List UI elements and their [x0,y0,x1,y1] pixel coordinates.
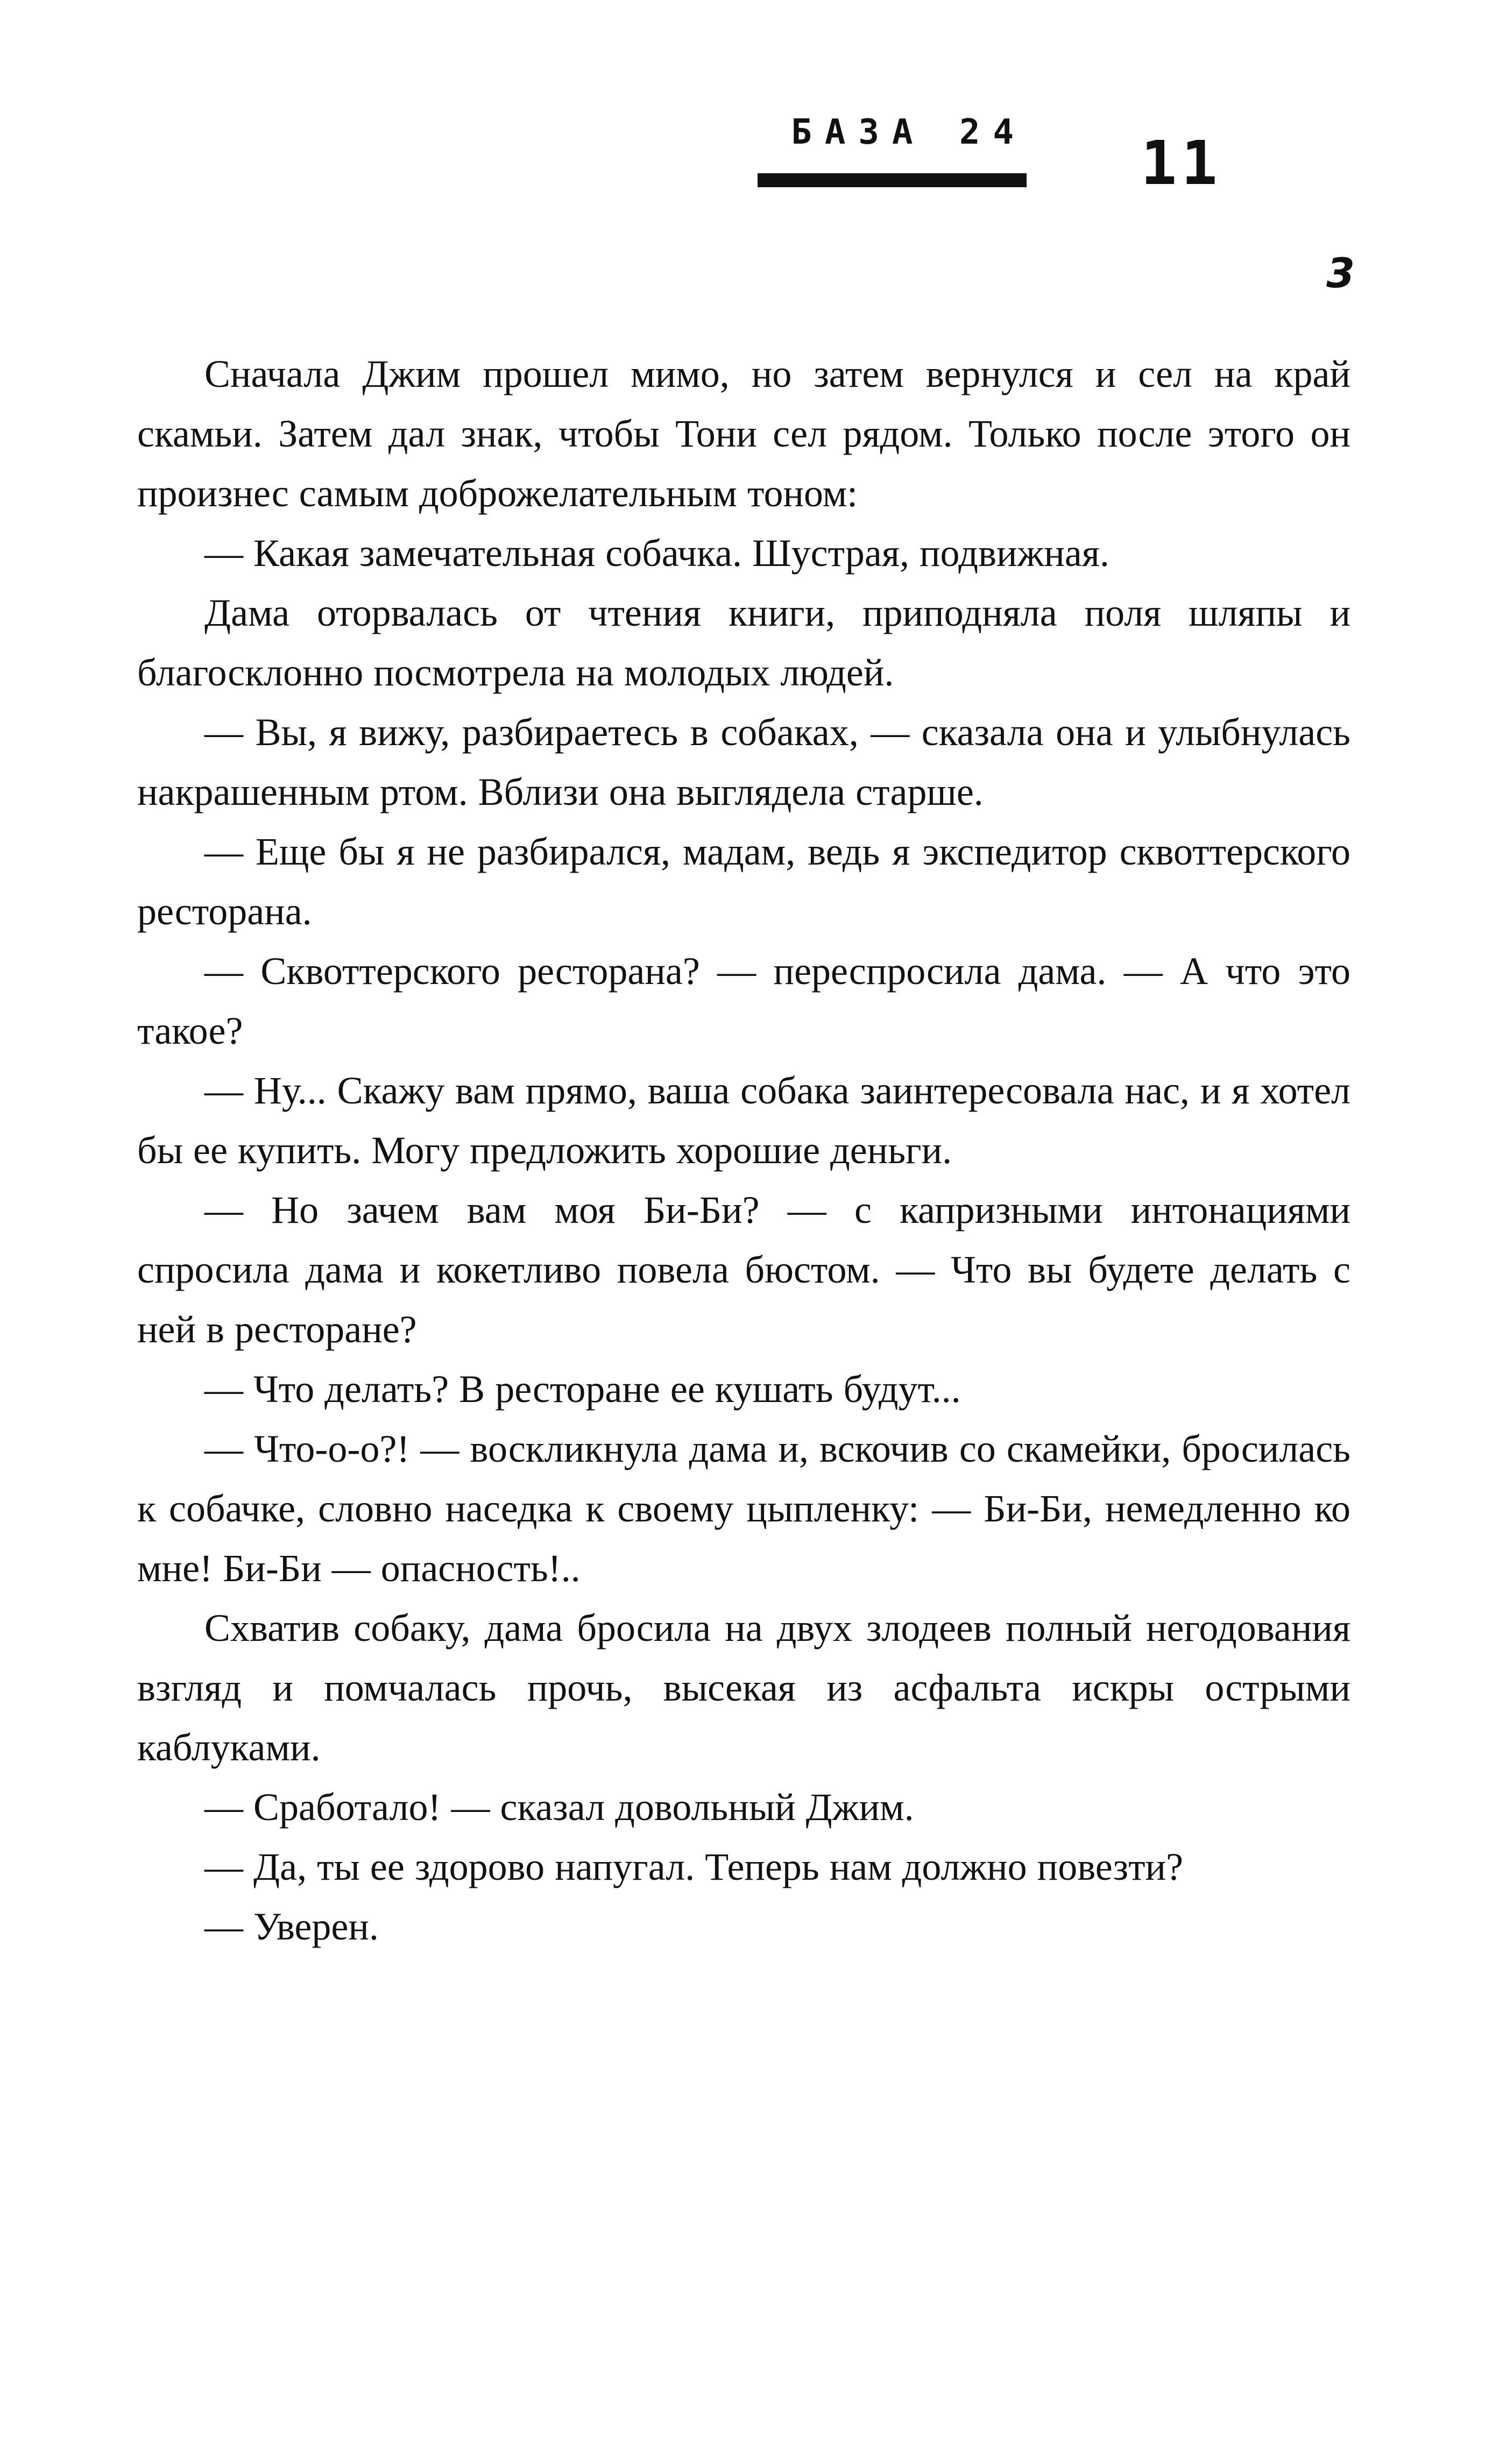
running-title: БАЗА 24 [791,112,1027,152]
header-rule [758,173,1027,187]
page-number: 11 [1141,129,1222,199]
paragraph: — Какая замечательная собачка. Шустрая, подвижная. [204,532,1109,575]
paragraph: — Вы, я вижу, разбираетесь в собаках, — сказала она и улыбнулась накрашенным ртом. Вблизи она выглядела старше. [137,711,1350,813]
paragraph: — Сработало! — сказал довольный Джим. [204,1786,914,1829]
paragraph: Сначала Джим прошел мимо, но затем вернулся и сел на край скамьи. Затем дал знак, чтобы Тони сел рядом. Только после этого он произнес самым доброжелательным тоном: [137,352,1350,515]
paragraph: Схватив собаку, дама бросила на двух злодеев полный негодования взгляд и помчалась прочь, высекая из асфальта искры острыми каблуками. [137,1606,1350,1769]
paragraph: — Что делать? В ресторане ее кушать будут... [204,1368,961,1411]
chapter-number: 3 [1326,249,1355,297]
paragraph: — Да, ты ее здорово напугал. Теперь нам должно повезти? [204,1845,1184,1888]
body-text [137,344,1350,1957]
paragraph: — Но зачем вам моя Би-Би? — с капризными интонациями спросила дама и кокетливо повела бюстом. — Что вы будете делать с ней в ресторане? [137,1188,1350,1351]
paragraph: — Ну... Скажу вам прямо, ваша собака заинтересовала нас, и я хотел бы ее купить. Могу предложить хорошие деньги. [137,1069,1350,1172]
paragraph: Дама оторвалась от чтения книги, приподняла поля шляпы и благосклонно посмотрела на молодых людей. [137,591,1350,694]
paragraph: — Сквоттерского ресторана? — переспросила дама. — А что это такое? [137,950,1350,1052]
paragraph: — Еще бы я не разбирался, мадам, ведь я экспедитор сквоттерского ресторана. [137,830,1350,933]
paragraph: — Что-о-о?! — воскликнула дама и, вскочив со скамейки, бросилась к собачке, словно наседка к своему цыпленку: — Би-Би, немедленно ко мне! Би-Би — опасность!.. [137,1427,1350,1590]
paragraph: — Уверен. [204,1905,379,1948]
